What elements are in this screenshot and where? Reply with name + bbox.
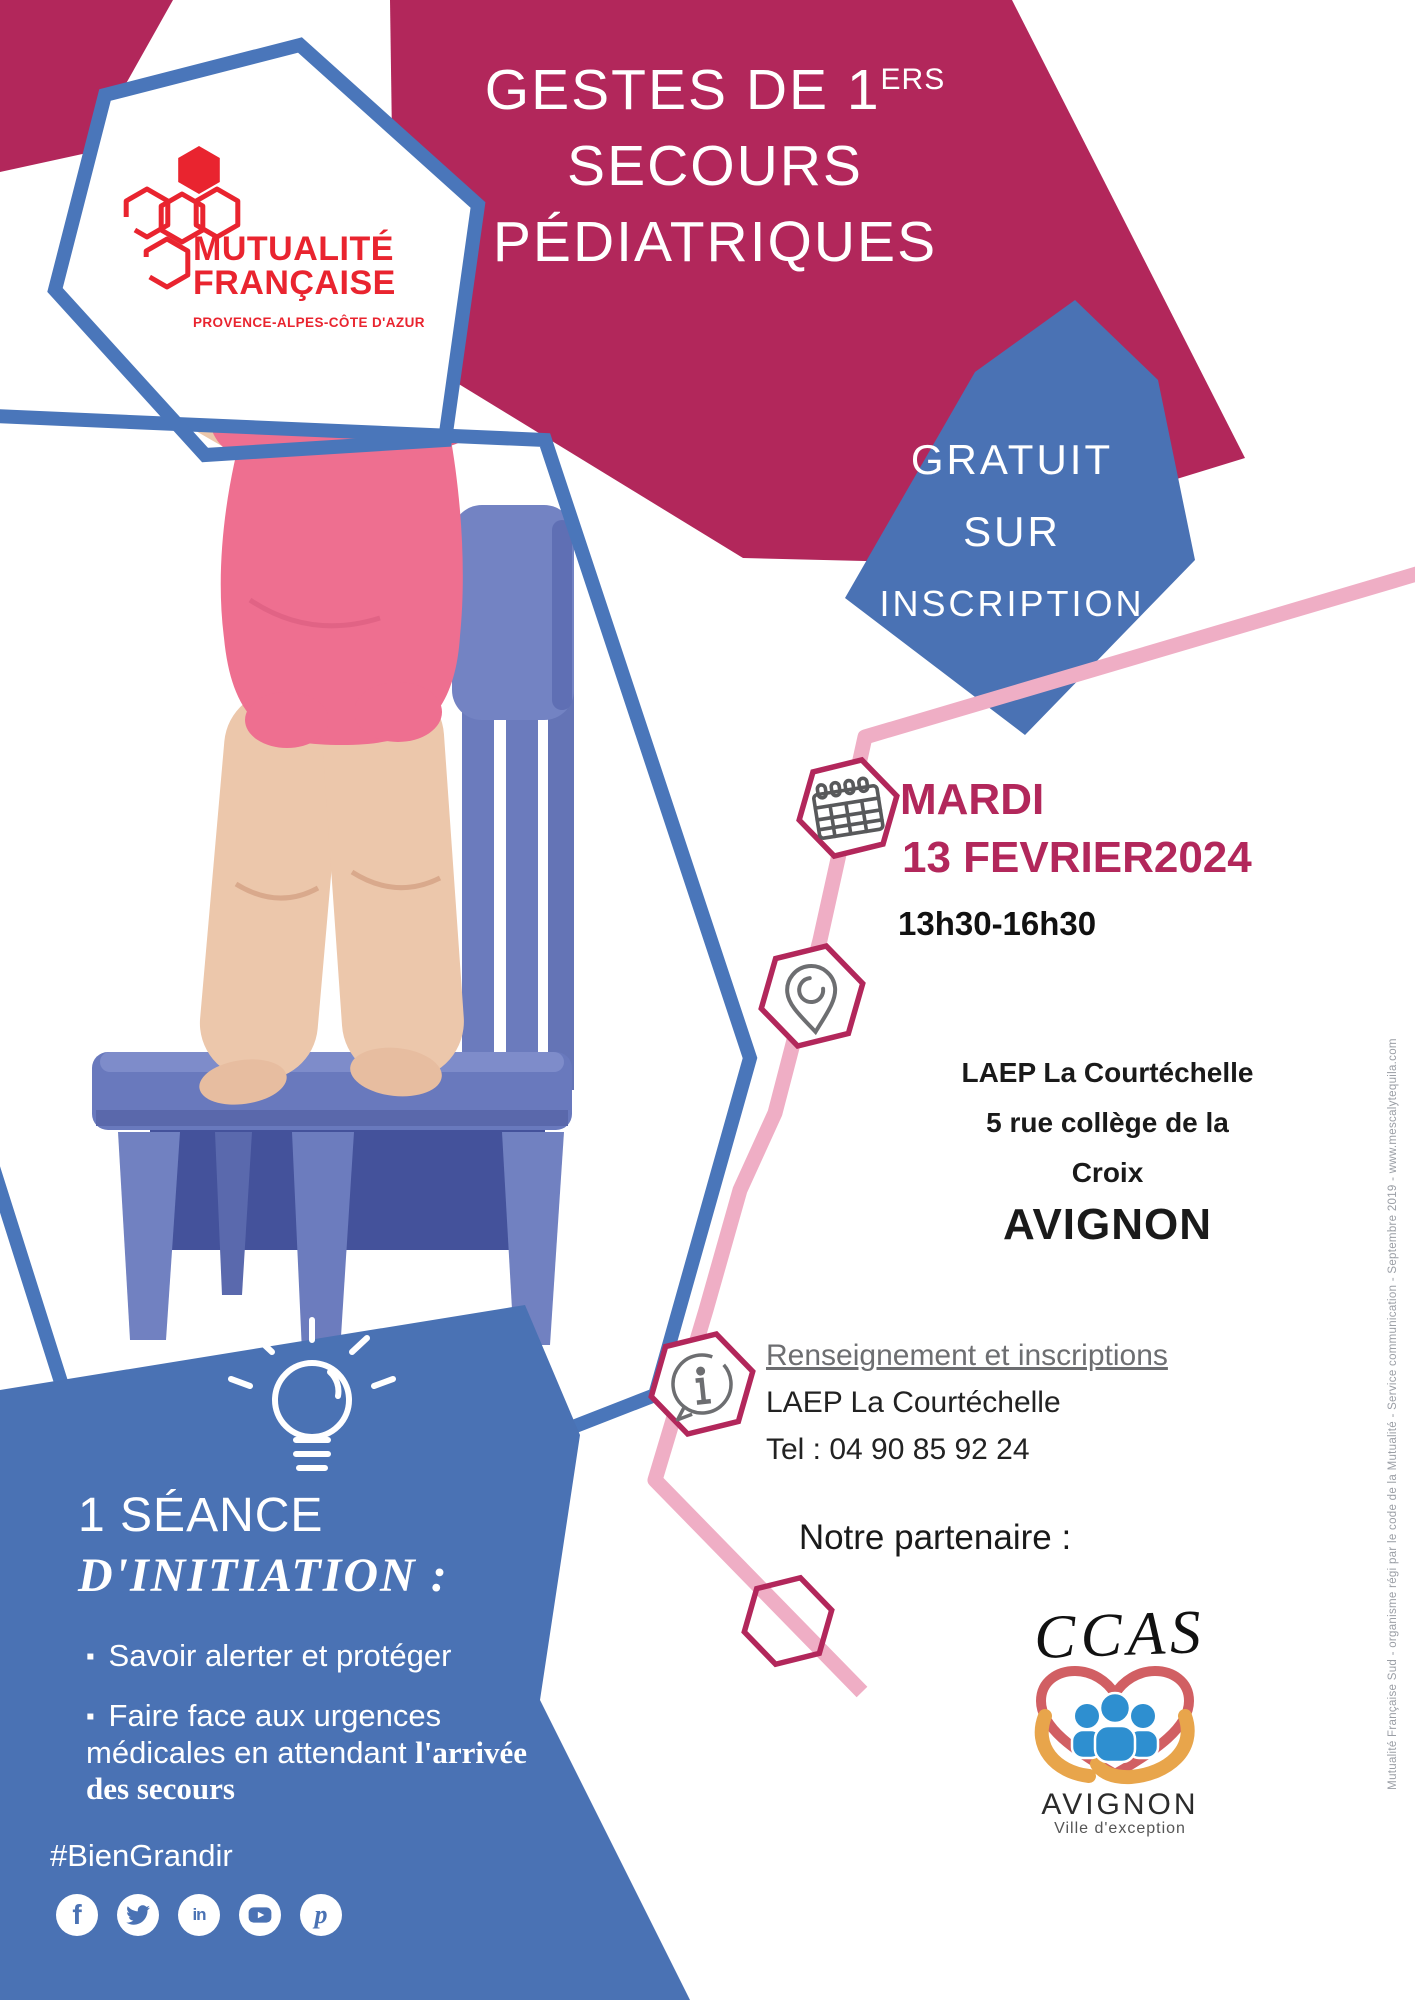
event-day: MARDI: [900, 775, 1045, 824]
location-pin-icon: [754, 934, 870, 1059]
info-icon: [644, 1322, 760, 1447]
contact-heading: Renseignement et inscriptions: [766, 1339, 1168, 1372]
bullet-2-bold-text: l'arrivée des secours: [86, 1735, 528, 1806]
partner-label: Notre partenaire :: [798, 1518, 1072, 1557]
title-line-3: PÉDIATRIQUES: [492, 210, 938, 274]
calendar-icon: [792, 748, 903, 868]
session-bullet-1: ▪ Savoir alerter et protéger: [86, 1638, 556, 1675]
poster-title: [405, 42, 1025, 280]
ccas-city: AVIGNON: [1041, 1788, 1199, 1821]
organization-name: MUTUALITÉ: [193, 230, 394, 268]
event-time: 13h30-16h30: [898, 905, 1097, 942]
hashtag: #BienGrandir: [50, 1838, 233, 1873]
venue-name: LAEP La Courtéchelle: [961, 1057, 1254, 1088]
youtube-icon: [239, 1894, 281, 1936]
contact-phone: Tel : 04 90 85 92 24: [766, 1433, 1030, 1466]
ccas-heart-logo: [1041, 1671, 1189, 1777]
organization-region: PROVENCE-ALPES-CÔTE D'AZUR: [193, 315, 425, 330]
organization-logo-text: [193, 232, 425, 340]
badge-line-2: SUR: [963, 508, 1061, 555]
social-icons-row: [56, 1894, 342, 1936]
linkedin-icon: in: [178, 1894, 220, 1936]
organization-name-2: FRANÇAISE: [193, 264, 396, 302]
venue-block: [960, 1048, 1255, 1250]
session-bullet-2: [86, 1698, 556, 1807]
credit-line: Mutualité Française Sud - organisme régi par le code de la Mutualité - Service communication - Septembre 2019 - www.mescalytequila.com: [1387, 1038, 1399, 1790]
session-heading: 1 SÉANCE: [78, 1489, 324, 1542]
venue-address: 5 rue collège de la Croix: [986, 1107, 1229, 1188]
ccas-name: CCAS: [1033, 1598, 1207, 1672]
pinterest-icon: p: [300, 1894, 342, 1936]
bullet-2-text: Faire face aux urgences médicales en attendant: [86, 1698, 442, 1770]
twitter-icon: [117, 1894, 159, 1936]
title-line-1: GESTES DE 1ERS: [484, 58, 946, 122]
contact-block: [766, 1332, 1168, 1473]
badge-line-1: GRATUIT: [910, 436, 1114, 483]
badge-line-3: INSCRIPTION: [879, 583, 1145, 624]
title-superscript: ERS: [880, 63, 946, 96]
contact-name: LAEP La Courtéchelle: [766, 1386, 1061, 1419]
ccas-tagline: Ville d'exception: [1054, 1820, 1186, 1837]
baby-on-chair-illustration: [92, 338, 574, 1352]
venue-city: AVIGNON: [1002, 1200, 1213, 1249]
event-date: 13 FEVRIER2024: [902, 833, 1252, 882]
free-registration-badge: [858, 424, 1166, 640]
title-line-2: SECOURS: [567, 134, 863, 198]
facebook-icon: f: [56, 1894, 98, 1936]
session-subheading: D'INITIATION :: [78, 1549, 449, 1602]
